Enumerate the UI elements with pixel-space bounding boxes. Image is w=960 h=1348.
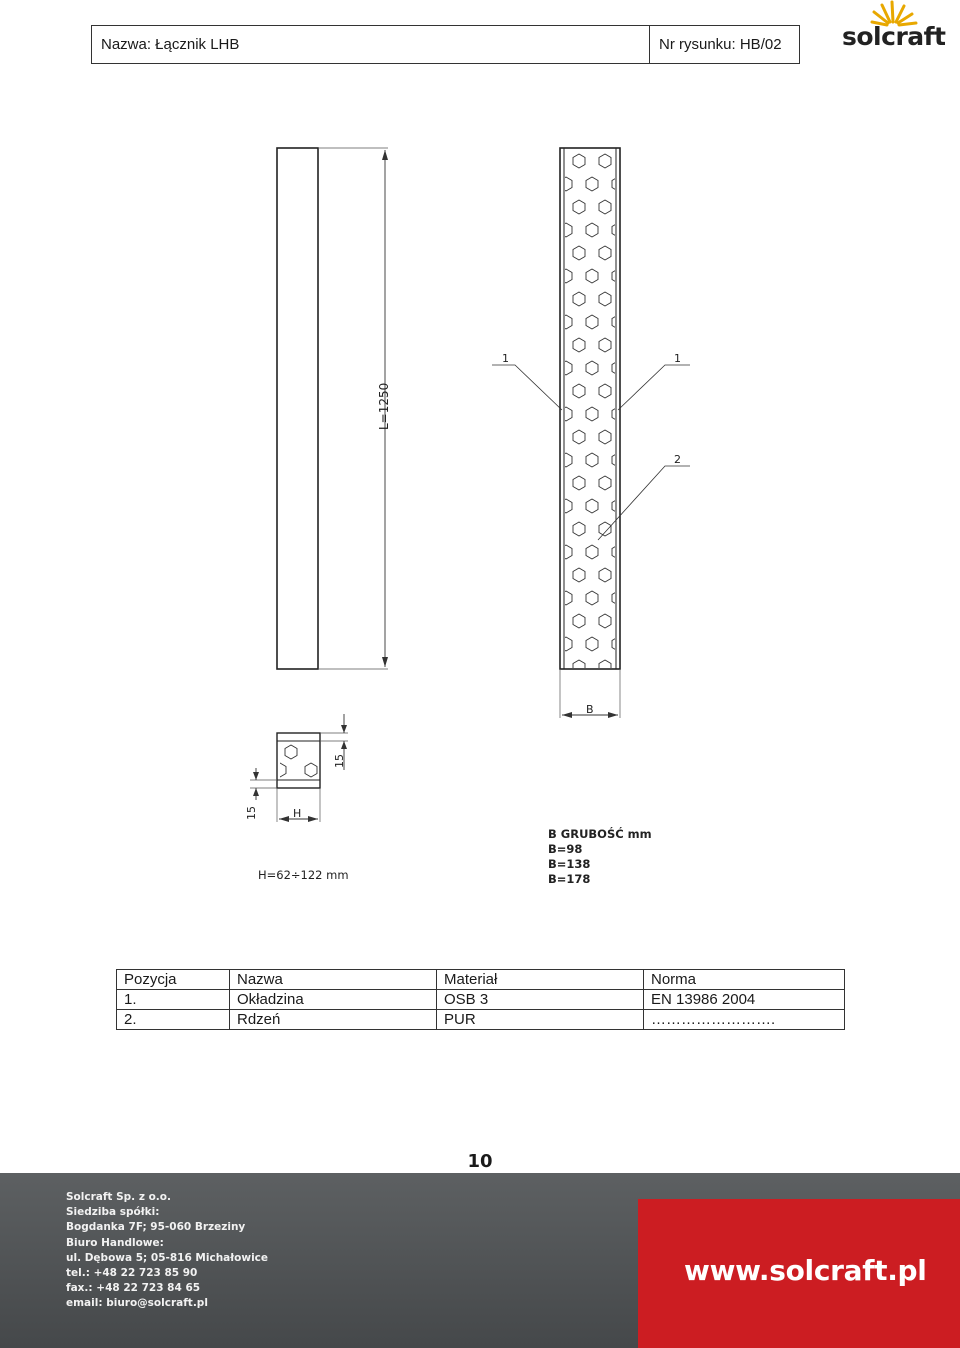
seat-label: Siedziba spółki:: [66, 1206, 160, 1219]
cross-section-view: [245, 714, 348, 822]
cell-standard: EN 13986 2004: [644, 990, 845, 1010]
header-standard: Norma: [644, 970, 845, 990]
logo-wordmark: solcraft: [842, 22, 946, 51]
thickness-title: B GRUBOŚĆ mm: [548, 827, 652, 841]
page-number: 10: [467, 1151, 493, 1172]
front-view: [492, 148, 690, 718]
office-address: ul. Dębowa 5; 05-816 Michałowice: [66, 1251, 269, 1264]
table-row: [117, 1010, 845, 1030]
cell-name: Rdzeń: [230, 1010, 437, 1030]
table-header-row: [117, 970, 845, 990]
cell-name: Okładzina: [230, 990, 437, 1010]
cell-material: OSB 3: [437, 990, 644, 1010]
cell-standard: …………………….: [644, 1010, 845, 1030]
company-name: Solcraft Sp. z o.o.: [66, 1191, 171, 1203]
website-link[interactable]: www.solcraft.pl: [684, 1254, 927, 1287]
thickness-notes: [548, 826, 652, 886]
cell-position: 2.: [117, 1010, 230, 1030]
part-name: Nazwa: Łącznik LHB: [92, 26, 650, 63]
callout-2: 2: [674, 453, 681, 466]
drawing-number: Nr rysunku: HB/02: [659, 36, 782, 53]
header-material: Materiał: [437, 970, 644, 990]
table-row: [117, 990, 845, 1010]
thickness-option-3: B=178: [548, 872, 591, 886]
seat-address: Bogdanka 7F; 95-060 Brzeziny: [66, 1221, 246, 1234]
company-contact: [66, 1190, 268, 1312]
thickness-option-2: B=138: [548, 857, 591, 871]
header-name: Nazwa: [230, 970, 437, 990]
fax: fax.: +48 22 723 84 65: [66, 1282, 201, 1295]
length-dimension: L=1250: [377, 382, 391, 430]
flange-dimension-right: 15: [333, 754, 346, 768]
cell-material: PUR: [437, 1010, 644, 1030]
header-position: Pozycja: [117, 970, 230, 990]
parts-table: [116, 969, 845, 1030]
width-dimension: B: [586, 703, 594, 716]
thickness-option-1: B=98: [548, 842, 583, 856]
office-label: Biuro Handlowe:: [66, 1236, 164, 1249]
callout-1-right: 1: [674, 352, 681, 365]
height-range-note: H=62÷122 mm: [258, 868, 349, 882]
flange-dimension-left: 15: [245, 806, 258, 820]
side-view: [277, 148, 391, 669]
height-dimension: H: [293, 807, 302, 820]
cell-position: 1.: [117, 990, 230, 1010]
phone: tel.: +48 22 723 85 90: [66, 1267, 198, 1280]
email-link[interactable]: email: biuro@solcraft.pl: [66, 1297, 208, 1310]
callout-1-left: 1: [502, 352, 509, 365]
